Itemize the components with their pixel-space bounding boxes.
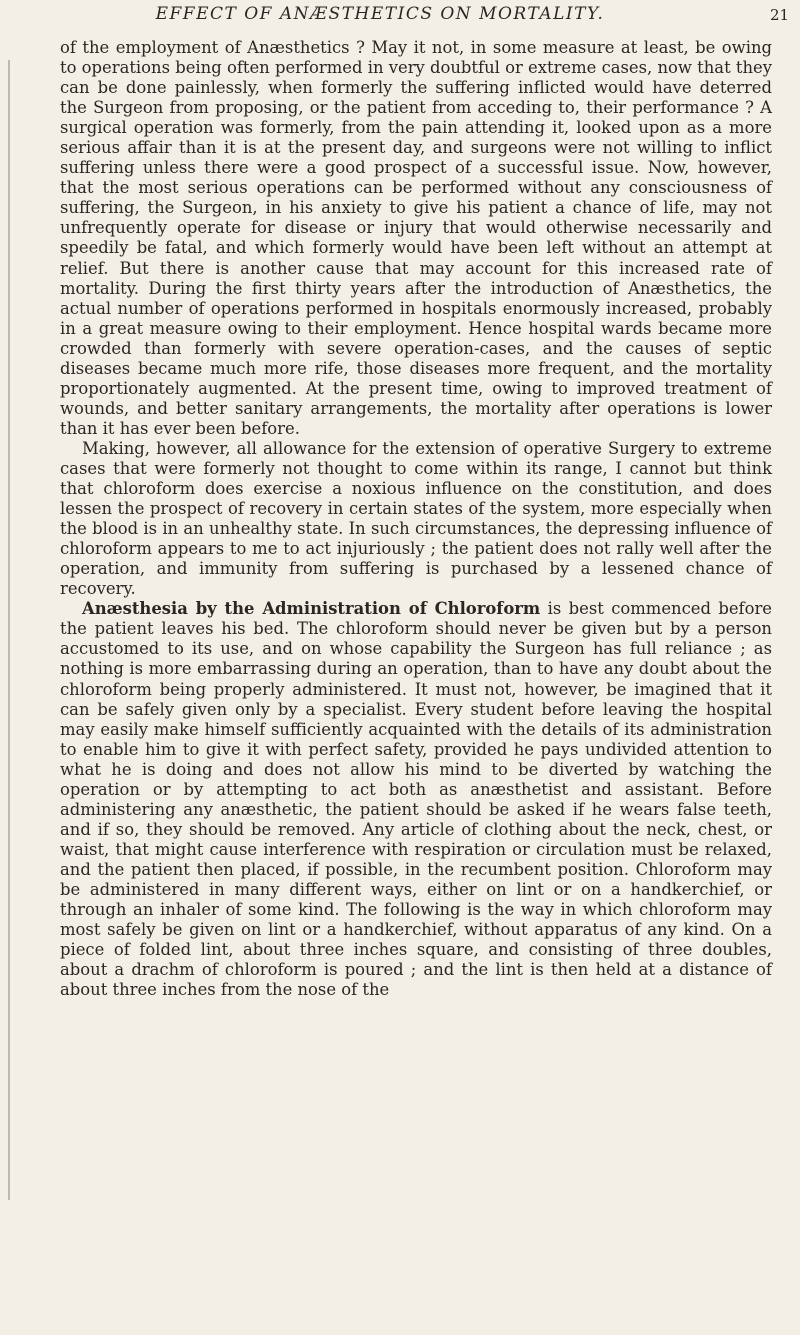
page-edge-shadow [8,60,10,1200]
running-head [0,0,800,32]
paragraph-lead-heading: Anæsthesia by the Administration of Chloroform [82,599,541,619]
paragraph-administration [60,599,772,1000]
paragraph-continuation: of the employment of Anæsthetics ? May it not, in some measure at least, be owing to operations being often performed in very doubtful or extreme cases, now that they can be done painlessly, when formerly the suffering inflicted would have deterred the Surgeon from proposing, or the patient from acceding to, their performance ? A surgical operation was formerly, from the pain attending it, looked upon as a more serious affair than it is at the present day, and surgeons were not willing to inflict suffering unless there were a good prospect of a successful issue. Now, however, that the most serious operations can be performed without any consciousness of suffering, the Surgeon, in his anxiety to give his patient a chance of life, may not unfrequently operate for disease or injury that would otherwise necessarily and speedily be fatal, and which formerly would have been left without an attempt at relief. But there is another cause that may account for this increased rate of mortality. During the first thirty years after the introduction of Anæsthetics, the actual number of operations performed in hospitals enormously increased, probably in a great measure owing to their employment. Hence hospital wards became more crowded than formerly with severe operation-cases, and the causes of septic diseases became much more rife, those diseases more frequent, and the mortality proportionately augmented. At the present time, owing to improved treatment of wounds, and better sanitary arrangements, the mortality after operations is lower than it has ever been before. [60,38,772,438]
running-title: EFFECT OF ANÆSTHETICS ON MORTALITY. [155,4,605,24]
paragraph-allowance: Making, however, all allowance for the extension of operative Surgery to extreme cases that were formerly not thought to come within its range, I cannot but think that chloroform does exercise a noxious influence on the constitution, and does lessen the prospect of recovery in certain states of the system, more especially when the blood is in an unhealthy state. In such circumstances, the depressing influence of chloroform appears to me to act injuriously ; the patient does not rally well after the operation, and immunity from suffering is purchased by a lessened chance of recovery. [60,438,772,599]
page-number: 21 [770,6,790,24]
paragraph-administration-text: is best commenced before the patient leaves his bed. The chloroform should never be given but by a person accustomed to its use, and on whose capability the Surgeon has full reliance ; as nothing is more embarrassing during an operation, than to have any doubt about the chloroform being properly administered. It must not, however, be imagined that it can be safely given only by a specialist. Every student before leaving the hospital may easily make himself sufficiently acquainted with the details of its administration to enable him to give it with perfect safety, provided he pays undivided attention to what he is doing and does not allow his mind to be diverted by watching the operation or by attempting to act both as anæsthetist and assistant. Before administering any anæsthetic, the patient should be asked if he wears false teeth, and if so, they should be removed. Any article of clothing about the neck, chest, or waist, that might cause interference with respiration or circulation must be relaxed, and the patient then placed, if possible, in the recumbent position. Chloroform may be administered in many different ways, either on lint or on a handkerchief, or through an inhaler of some kind. The following is the way in which chloroform may most safely be given on lint or a handkerchief, without apparatus of any kind. On a piece of folded lint, about three inches square, and consisting of three doubles, about a drachm of chloroform is poured ; and the lint is then held at a distance of about three inches from the nose of the [60,599,772,1000]
body-text [60,38,772,1000]
